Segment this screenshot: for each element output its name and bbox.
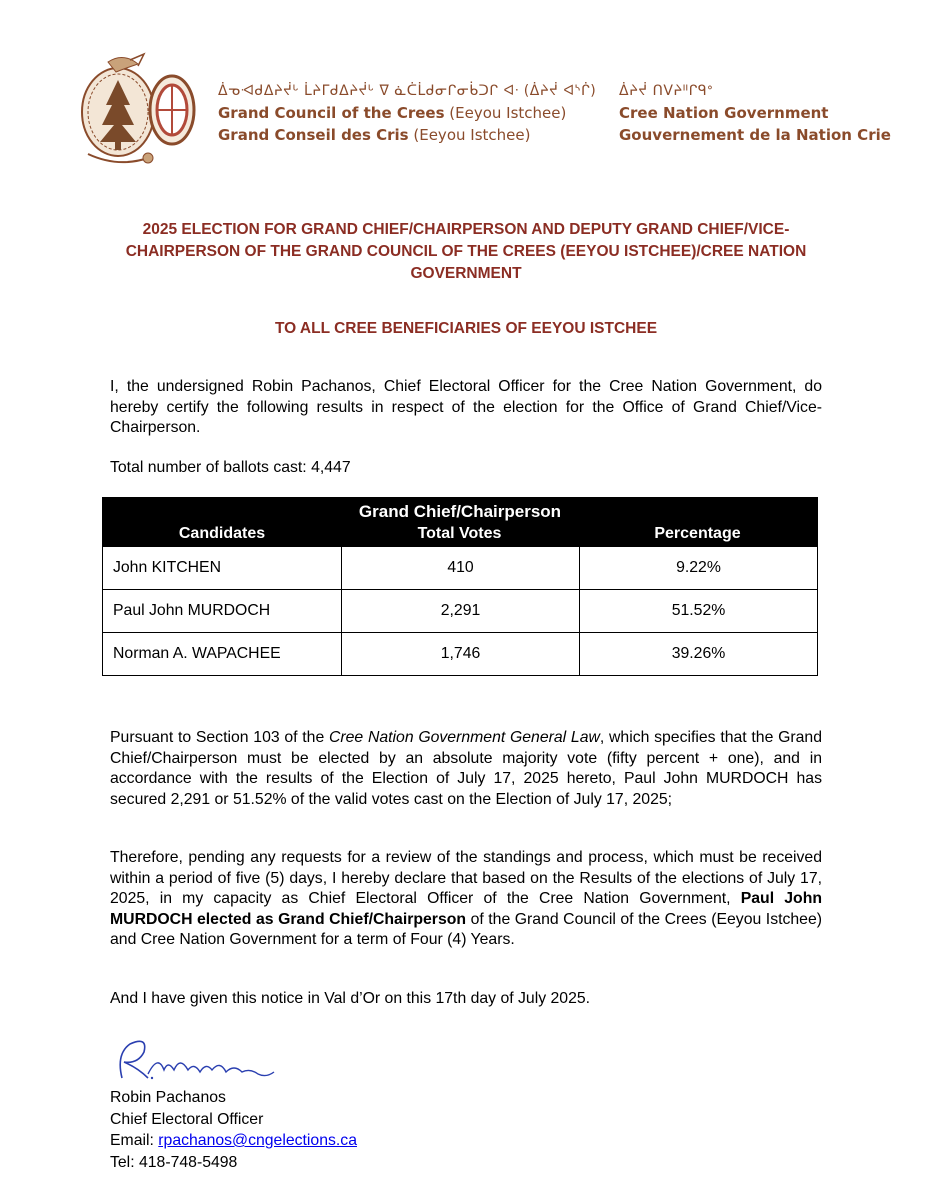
candidate-name: Norman A. WAPACHEE (103, 633, 342, 676)
total-votes: 1,746 (342, 633, 580, 676)
notice-paragraph: And I have given this notice in Val d’Or on this 17th day of July 2025. (110, 990, 591, 1007)
total-votes: 2,291 (342, 590, 580, 633)
percentage: 39.26% (580, 633, 818, 676)
declaration-paragraph: Therefore, pending any requests for a review of the standings and process, which must be received within a period of five (5) days, I hereby declare that based on the Results of the elections of July 17, 2025, in my capacity as Chief Electoral Officer of the Cree Nation Government, Paul John MURDOCH elected as Grand Chief/Chairperson of the Grand Council of the Crees (Eeyou Istchee) and Cree Nation Government for a term of Four (4) Years. (110, 849, 823, 948)
document-title: 2025 ELECTION FOR GRAND CHIEF/CHAIRPERSON AND DEPUTY GRAND CHIEF/VICE-CHAIRPERSON OF THE GRAND COUNCIL OF THE CREES (EEYOU ISTCHEE)/CREE NATION GOVERNMENT (125, 221, 807, 282)
cree-nation-logo (78, 50, 208, 170)
header-left (218, 80, 596, 146)
signer-email-line: Email: rpachanos@cngelections.ca (110, 1132, 357, 1149)
gov-name-fr: Gouvernement de la Nation Crie (619, 126, 891, 144)
candidate-name: Paul John MURDOCH (103, 590, 342, 633)
syllabics-left: ᐄᓀᐗᑯᐃᔨᔫᒡ ᒫᔨᒥᑯᐃᔨᔫᒡ ᐁ ᓈᑖᒫᑯᓂᒋᓂᑳᑐᒋ ᐊᐧ (ᐄᔨᔫ ᐊᔅᒌ) (218, 83, 597, 99)
table-row (103, 590, 818, 633)
gov-name-en: Cree Nation Government (619, 104, 829, 122)
column-header: Candidates (178, 525, 266, 542)
elected-statement: Paul John MURDOCH elected as Grand Chief/Chairperson (110, 890, 823, 928)
signer-phone: Tel: 418-748-5498 (110, 1153, 238, 1171)
signature-block (110, 1087, 822, 1173)
letterhead (78, 50, 898, 170)
signer-name: Robin Pachanos (110, 1089, 226, 1106)
intro-paragraph: I, the undersigned Robin Pachanos, Chief Electoral Officer for the Cree Nation Government, do hereby certify the following results in respect of the election for the Office of Grand Chief/Vice-Chairperson. (110, 378, 822, 436)
table-title: Grand Chief/Chairperson (358, 502, 562, 521)
org-name-en: Grand Council of the Crees (Eeyou Istchee) (218, 104, 567, 122)
table-row (103, 633, 818, 676)
email-link[interactable]: rpachanos@cngelections.ca (158, 1132, 357, 1149)
syllabics-right: ᐄᔨᔫ ᑎᐯᔨᐦᒋᑫᐤ (619, 83, 714, 99)
column-header: Percentage (654, 525, 741, 542)
ballots-cast: Total number of ballots cast: 4,447 (110, 459, 351, 476)
results-table (102, 497, 818, 676)
percentage: 9.22% (580, 547, 818, 590)
law-title: Cree Nation Government General Law (328, 729, 600, 746)
handwritten-signature (108, 1034, 278, 1084)
signer-role: Chief Electoral Officer (110, 1110, 264, 1128)
header-right (619, 80, 891, 146)
percentage: 51.52% (580, 590, 818, 633)
org-name-fr: Grand Conseil des Cris (Eeyou Istchee) (218, 126, 531, 144)
candidate-name: John KITCHEN (103, 547, 342, 590)
column-header: Total Votes (417, 525, 502, 542)
table-header (103, 498, 818, 547)
document-subtitle: TO ALL CREE BENEFICIARIES OF EEYOU ISTCHEE (274, 320, 658, 337)
law-paragraph: Pursuant to Section 103 of the Cree Nation Government General Law, which specifies that the Grand Chief/Chairperson must be elected by an absolute majority vote (fifty percent + one), and in accordance with the results of the Election of July 17, 2025 hereto, Paul John MURDOCH has secured 2,291 or 51.52% of the valid votes cast on the Election of July 17, 2025; (110, 729, 822, 808)
total-votes: 410 (342, 547, 580, 590)
table-row (103, 547, 818, 590)
